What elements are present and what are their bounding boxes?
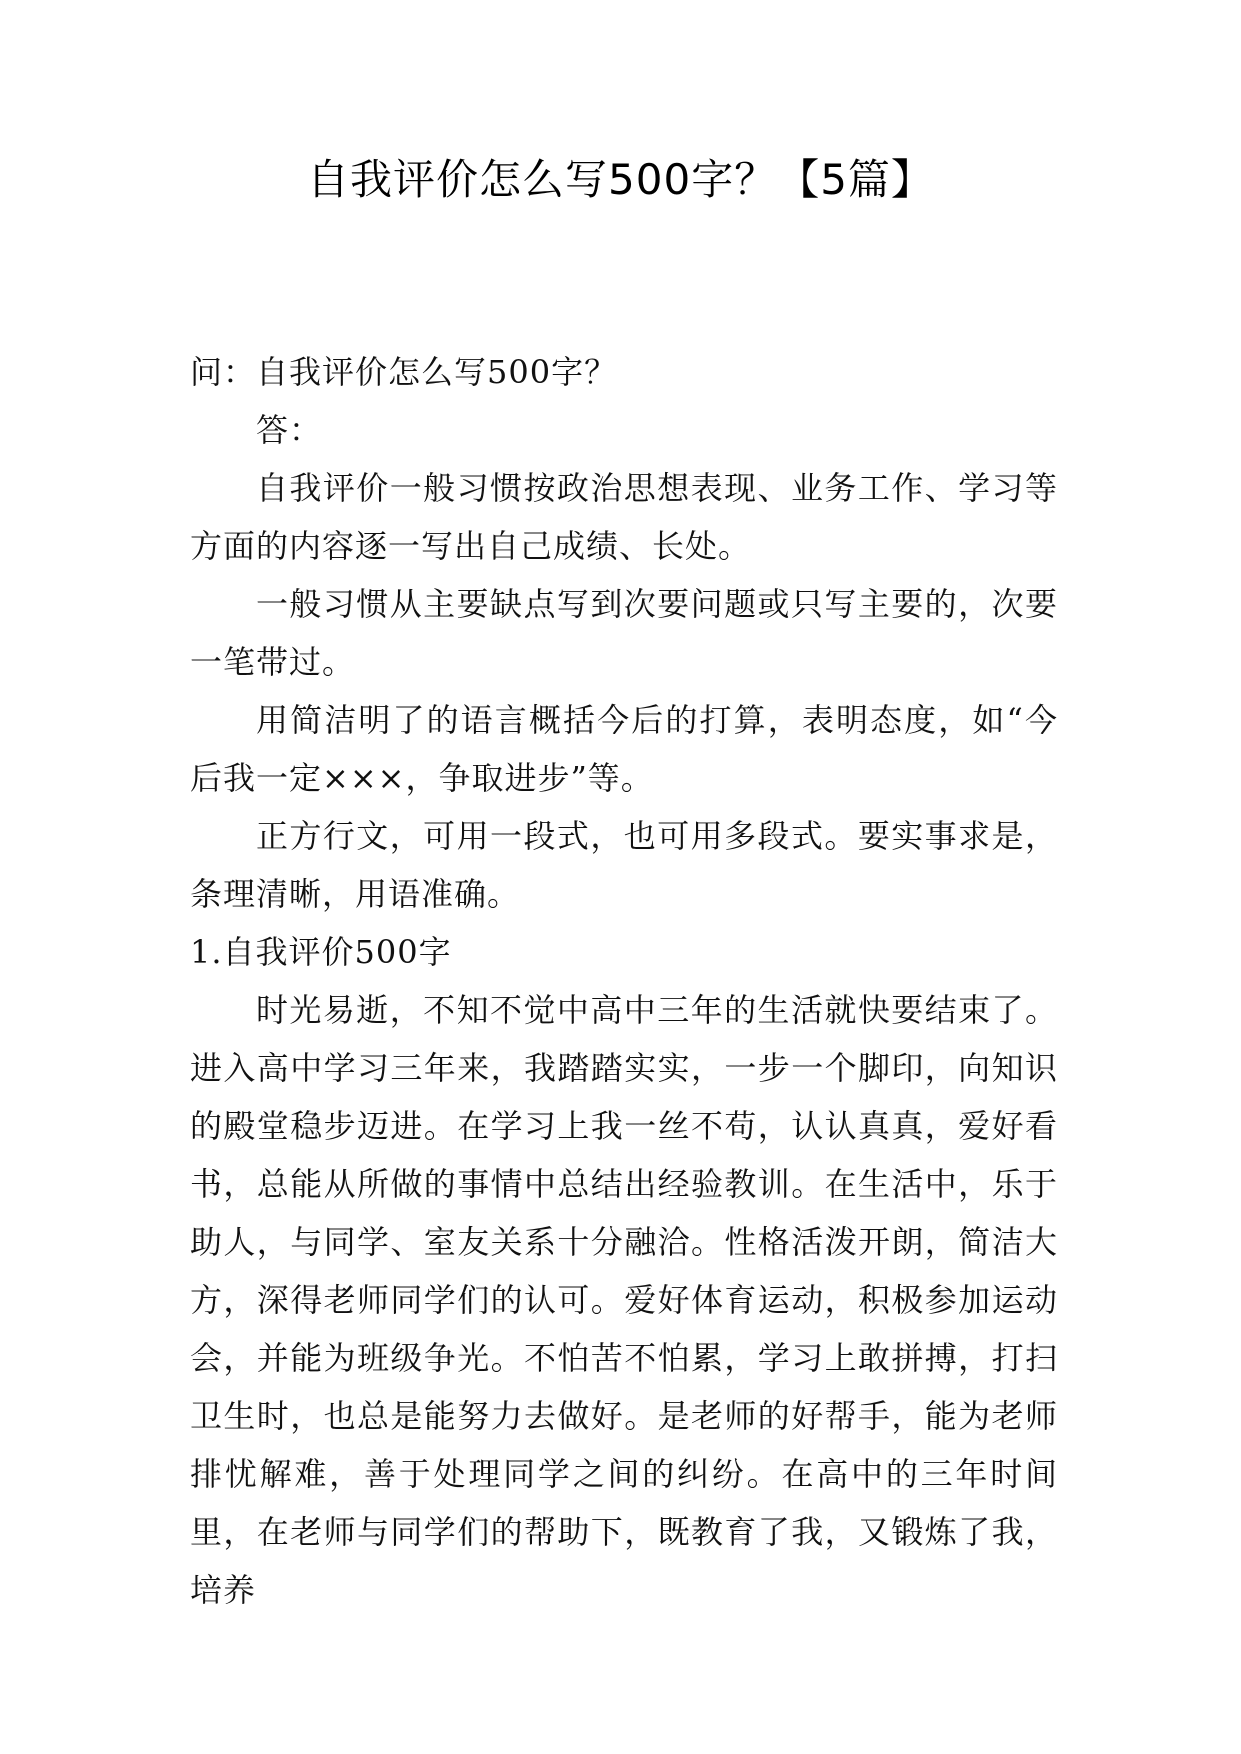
answer-paragraph-4: 正方行文，可用一段式，也可用多段式。要实事求是，条理清晰，用语准确。 xyxy=(190,817,1058,913)
answer-paragraph-2: 一般习惯从主要缺点写到次要问题或只写主要的，次要一笔带过。 xyxy=(190,585,1058,681)
document-title: 自我评价怎么写500字？【5篇】 xyxy=(307,155,934,204)
section-paragraph: 时光易逝，不知不觉中高中三年的生活就快要结束了。进入高中学习三年来，我踏踏实实，一步一个脚印，向知识的殿堂稳步迈进。在学习上我一丝不苟，认认真真，爱好看书，总能从所做的事情中总结出经验教训。在生活中，乐于助人，与同学、室友关系十分融洽。性格活泼开朗，简洁大方，深得老师同学们的认可。爱好体育运动，积极参加运动会，并能为班级争光。不怕苦不怕累，学习上敢拼搏，打扫卫生时，也总是能努力去做好。是老师的好帮手，能为老师排忧解难，善于处理同学之间的纠纷。在高中的三年时间里，在老师与同学们的帮助下，既教育了我，又锻炼了我，培养 xyxy=(190,991,1058,1609)
answer-paragraph-3: 用简洁明了的语言概括今后的打算，表明态度，如“今后我一定×××，争取进步”等。 xyxy=(190,701,1058,797)
section-heading: 1.自我评价500字 xyxy=(190,933,452,971)
question-line: 问：自我评价怎么写500字？ xyxy=(190,353,618,391)
answer-label: 答： xyxy=(256,411,323,449)
document-body xyxy=(190,343,1058,1619)
answer-paragraph-1: 自我评价一般习惯按政治思想表现、业务工作、学习等方面的内容逐一写出自己成绩、长处。 xyxy=(190,469,1058,565)
